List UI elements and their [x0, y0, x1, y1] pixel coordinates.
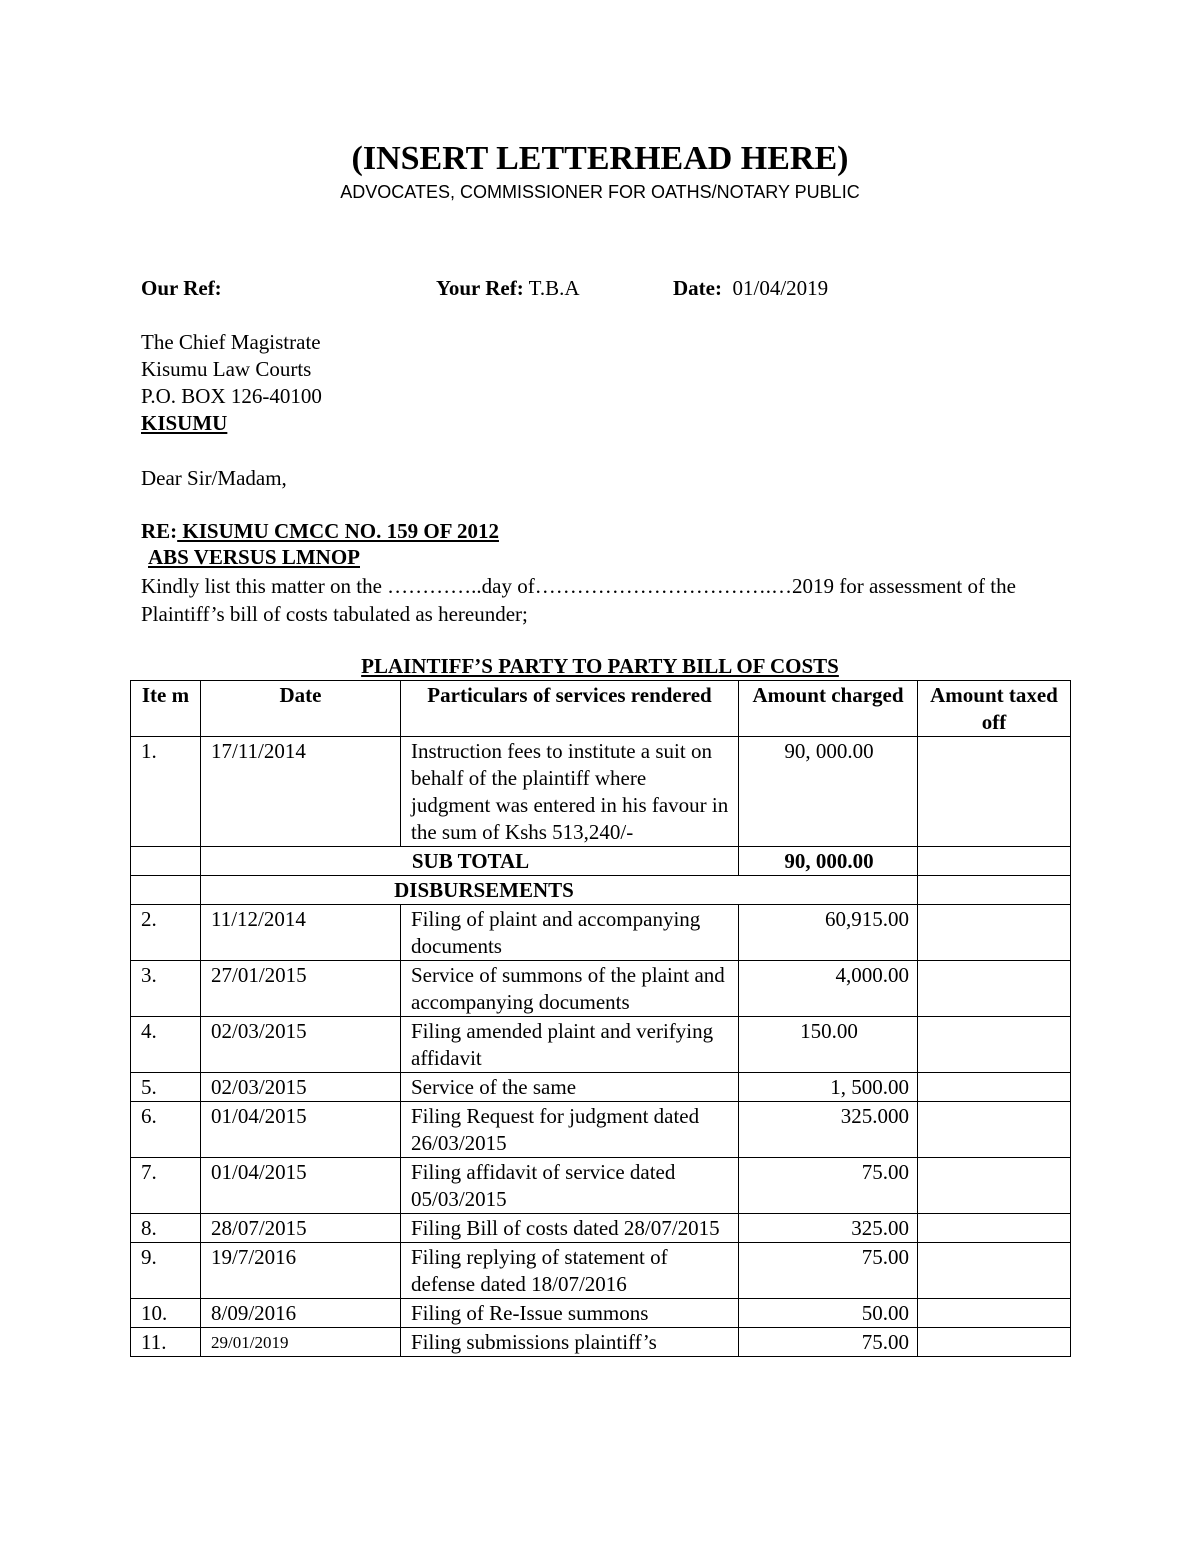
cell-date: 8/09/2016: [201, 1299, 401, 1328]
cell-item: 3.: [131, 961, 201, 1017]
cell-amount: 150.00: [739, 1017, 918, 1073]
cell-item: 8.: [131, 1214, 201, 1243]
cell-amount: 60,915.00: [739, 905, 918, 961]
cell-particulars: Service of summons of the plaint and accompanying documents: [401, 961, 739, 1017]
cell-taxed: [918, 1017, 1071, 1073]
cell-amount: 4,000.00: [739, 961, 918, 1017]
salutation: Dear Sir/Madam,: [141, 466, 287, 490]
table-row: [131, 737, 1071, 847]
cell-particulars: Filing Request for judgment dated 26/03/2015: [401, 1102, 739, 1158]
cell-date: 11/12/2014: [201, 905, 401, 961]
disbursements-label: DISBURSEMENTS: [201, 876, 918, 905]
header-amount-taxed: Amount taxed off: [918, 681, 1071, 737]
table-row: [131, 1243, 1071, 1299]
cell-particulars: Filing amended plaint and verifying affidavit: [401, 1017, 739, 1073]
table-header-row: [131, 681, 1071, 737]
cell-amount: 75.00: [739, 1243, 918, 1299]
re-label: RE:: [141, 519, 178, 543]
cell-particulars: Filing affidavit of service dated 05/03/2015: [401, 1158, 739, 1214]
cell-amount: 75.00: [739, 1328, 918, 1357]
your-ref-value: T.B.A: [528, 276, 580, 300]
subtotal-label: SUB TOTAL: [201, 847, 739, 876]
body-paragraph: Kindly list this matter on the …………..day of…………………………….…2019 for assessment of the Plaintiff’s bill of costs tabulated as hereunder;: [141, 574, 1016, 626]
table-row: [131, 961, 1071, 1017]
cell-taxed: [918, 1102, 1071, 1158]
letterhead-title: (INSERT LETTERHEAD HERE): [351, 140, 849, 177]
recipient-address: [141, 329, 322, 437]
cell-item: 6.: [131, 1102, 201, 1158]
disbursements-row: [131, 876, 1071, 905]
cell-date: 01/04/2015: [201, 1102, 401, 1158]
cell-date: 17/11/2014: [201, 737, 401, 847]
cell-taxed: [918, 1299, 1071, 1328]
cell-item: 7.: [131, 1158, 201, 1214]
cell-taxed: [918, 1243, 1071, 1299]
table-row: [131, 1158, 1071, 1214]
table-row: [131, 1073, 1071, 1102]
cell-amount: 1, 500.00: [739, 1073, 918, 1102]
bill-of-costs-table: [130, 680, 1071, 1357]
date-value: 01/04/2019: [732, 276, 829, 300]
cell-taxed: [918, 737, 1071, 847]
table-row: [131, 905, 1071, 961]
table-row: [131, 1214, 1071, 1243]
cell-date: 01/04/2015: [201, 1158, 401, 1214]
cell-item: 4.: [131, 1017, 201, 1073]
header-amount-charged: Amount charged: [739, 681, 918, 737]
address-line: The Chief Magistrate: [141, 330, 321, 354]
cell-particulars: Filing of plaint and accompanying documents: [401, 905, 739, 961]
cell-item: 9.: [131, 1243, 201, 1299]
cell-date: 02/03/2015: [201, 1073, 401, 1102]
re-line: [141, 519, 499, 544]
cell-empty: [918, 876, 1071, 905]
our-ref: [141, 276, 222, 301]
cell-item: 5.: [131, 1073, 201, 1102]
cell-taxed: [918, 1158, 1071, 1214]
cell-taxed: [918, 1328, 1071, 1357]
cell-taxed: [918, 905, 1071, 961]
cell-amount: 90, 000.00: [739, 737, 918, 847]
header-date: Date: [201, 681, 401, 737]
cell-particulars: Filing of Re-Issue summons: [401, 1299, 739, 1328]
cell-date: 28/07/2015: [201, 1214, 401, 1243]
cell-amount: 75.00: [739, 1158, 918, 1214]
cell-date: 19/7/2016: [201, 1243, 401, 1299]
table-row: [131, 1017, 1071, 1073]
subtotal-value: 90, 000.00: [739, 847, 918, 876]
address-line: P.O. BOX 126-40100: [141, 384, 322, 408]
re-case: KISUMU CMCC NO. 159 OF 2012: [177, 519, 499, 543]
cell-amount: 50.00: [739, 1299, 918, 1328]
cell-date: 29/01/2019: [201, 1328, 401, 1357]
cell-empty: [131, 876, 201, 905]
cell-taxed: [918, 1214, 1071, 1243]
table-row: [131, 1328, 1071, 1357]
cell-empty: [918, 847, 1071, 876]
subtotal-row: [131, 847, 1071, 876]
cell-amount: 325.00: [739, 1214, 918, 1243]
cell-taxed: [918, 1073, 1071, 1102]
cell-item: 10.: [131, 1299, 201, 1328]
letter-date: [673, 276, 828, 301]
cell-particulars: Filing replying of statement of defense dated 18/07/2016: [401, 1243, 739, 1299]
address-city: KISUMU: [141, 411, 228, 435]
your-ref-label: Your Ref:: [436, 276, 524, 300]
header-particulars: Particulars of services rendered: [401, 681, 739, 737]
re-parties: ABS VERSUS LMNOP: [148, 545, 360, 569]
cell-item: 2.: [131, 905, 201, 961]
address-line: Kisumu Law Courts: [141, 357, 312, 381]
date-label: Date:: [673, 276, 722, 300]
cell-particulars: Service of the same: [401, 1073, 739, 1102]
cell-item: 11.: [131, 1328, 201, 1357]
cell-date: 02/03/2015: [201, 1017, 401, 1073]
cell-empty: [131, 847, 201, 876]
table-row: [131, 1102, 1071, 1158]
header-item: Ite m: [131, 681, 201, 737]
cell-particulars: Filing submissions plaintiff’s: [401, 1328, 739, 1357]
table-title: PLAINTIFF’S PARTY TO PARTY BILL OF COSTS: [361, 654, 839, 678]
your-ref: [436, 276, 580, 301]
cell-particulars: Instruction fees to institute a suit on behalf of the plaintiff where judgment was entered in his favour in the sum of Kshs 513,240/-: [401, 737, 739, 847]
cell-date: 27/01/2015: [201, 961, 401, 1017]
our-ref-label: Our Ref:: [141, 276, 222, 300]
cell-item: 1.: [131, 737, 201, 847]
cell-particulars: Filing Bill of costs dated 28/07/2015: [401, 1214, 739, 1243]
cell-amount: 325.000: [739, 1102, 918, 1158]
table-row: [131, 1299, 1071, 1328]
letterhead-subtitle: ADVOCATES, COMMISSIONER FOR OATHS/NOTARY PUBLIC: [340, 182, 860, 202]
cell-taxed: [918, 961, 1071, 1017]
